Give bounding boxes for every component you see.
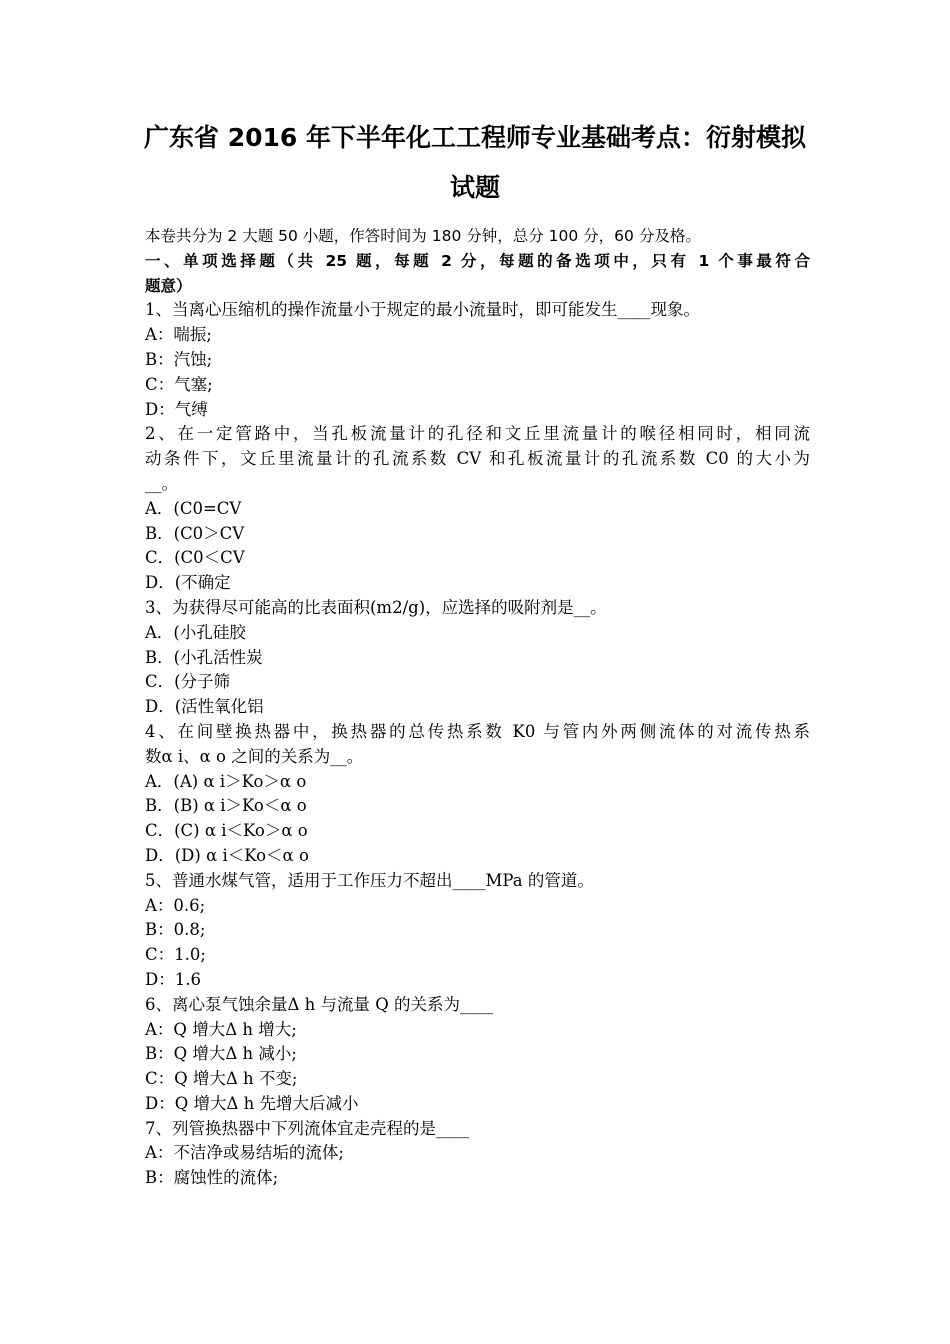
question-2 [145, 422, 810, 596]
option-d: D．(不确定 [145, 573, 231, 593]
option-c: C．(分子筛 [145, 672, 231, 692]
section-heading-continued: 题意） [145, 276, 192, 295]
option-b: B：0.8; [145, 920, 206, 940]
option-b: B：汽蚀; [145, 349, 213, 369]
option-b: B．(小孔活性炭 [145, 647, 263, 667]
option-a: A：Q 增大Δ h 增大; [145, 1019, 297, 1039]
option-c: C．(C0＜CV [145, 548, 245, 568]
option-d: D：1.6 [145, 969, 201, 989]
question-text: 3、为获得尽可能高的比表面积(m2/g)，应选择的吸附剂是__。 [145, 597, 607, 617]
question-7 [145, 1117, 810, 1191]
option-d: D．(D) α i＜Ko＜α o [145, 845, 309, 865]
option-a: A：喘振; [145, 325, 212, 345]
option-b: B．(B) α i＞Ko＜α o [145, 796, 307, 816]
option-a: A．(A) α i＞Ko＞α o [145, 771, 307, 791]
question-text: 2、在一定管路中，当孔板流量计的孔径和文丘里流量计的喉径相同时，相同流 [145, 424, 810, 444]
question-text-continued: 数α i、α o 之间的关系为__。 [145, 746, 364, 766]
question-text: 5、普通水煤气管，适用于工作压力不超出____MPa 的管道。 [145, 870, 594, 890]
document-title: 广东省 2016 年下半年化工工程师专业基础考点：衍射模拟 [144, 123, 806, 152]
question-text-continued: __。 [145, 473, 178, 493]
option-d: D：Q 增大Δ h 先增大后减小 [145, 1093, 359, 1113]
option-c: C．(C) α i＜Ko＞α o [145, 821, 308, 841]
option-a: A．(C0=CV [145, 498, 242, 518]
option-b: B：腐蚀性的流体; [145, 1168, 279, 1188]
option-c: C：Q 增大Δ h 不变; [145, 1069, 298, 1089]
exam-intro: 本卷共分为 2 大题 50 小题，作答时间为 180 分钟，总分 100 分，60 分及格。 [145, 227, 701, 245]
option-b: B：Q 增大Δ h 减小; [145, 1044, 297, 1064]
section-heading: 一、单项选择题（共 25 题，每题 2 分，每题的备选项中，只有 1 个事最符合 [145, 251, 810, 270]
question-text-continued: 动条件下，文丘里流量计的孔流系数 CV 和孔板流量计的孔流系数 C0 的大小为 [145, 449, 810, 469]
question-1 [145, 298, 810, 422]
option-a: A：不洁净或易结垢的流体; [145, 1143, 344, 1163]
question-text: 4、在间壁换热器中，换热器的总传热系数 K0 与管内外两侧流体的对流传热系 [145, 721, 810, 741]
option-a: A．(小孔硅胶 [145, 622, 246, 642]
option-d: D．(活性氧化铝 [145, 697, 264, 717]
option-c: C：1.0; [145, 945, 206, 965]
question-text: 6、离心泵气蚀余量Δ h 与流量 Q 的关系为____ [145, 994, 494, 1014]
option-c: C：气塞; [145, 374, 213, 394]
option-a: A：0.6; [145, 895, 206, 915]
question-text: 1、当离心压缩机的操作流量小于规定的最小流量时，即可能发生____现象。 [145, 300, 700, 320]
document-body [145, 224, 810, 1191]
question-5 [145, 869, 810, 993]
option-d: D：气缚 [145, 399, 208, 419]
option-b: B．(C0＞CV [145, 523, 245, 543]
question-6 [145, 993, 810, 1117]
document-title-continued: 试题 [449, 173, 500, 202]
question-text: 7、列管换热器中下列流体宜走壳程的是____ [145, 1118, 469, 1138]
question-3 [145, 596, 810, 720]
question-4 [145, 720, 810, 869]
